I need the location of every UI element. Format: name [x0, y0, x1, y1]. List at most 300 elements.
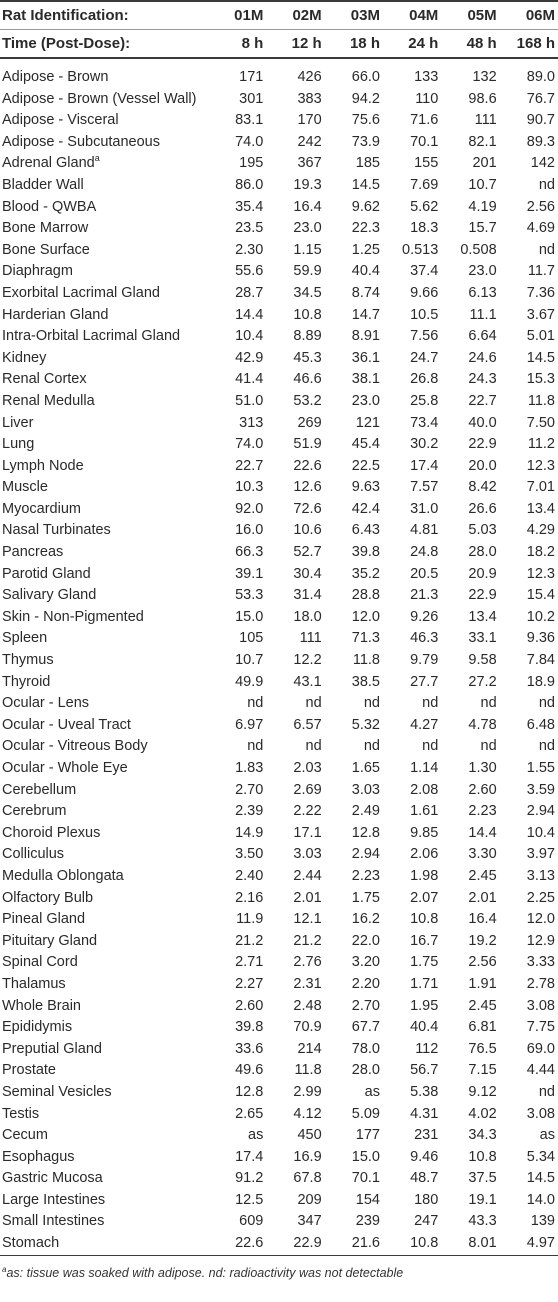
concentration-cell: 155 [414, 155, 439, 172]
concentration-cell: 72.6 [293, 500, 322, 517]
tissue-name: Adipose - Visceral [2, 112, 119, 129]
tissue-name-cell [0, 477, 208, 499]
tissue-name-cell [0, 888, 208, 910]
concentration-cell: 27.2 [468, 673, 497, 690]
column-header-rat-id: 02M [266, 1, 324, 30]
tissue-name: Diaphragm [2, 263, 73, 280]
concentration-cell: 3.20 [351, 954, 380, 971]
tissue-name: Lung [2, 436, 35, 453]
concentration-cell: 18.0 [293, 608, 322, 625]
tissue-name: Harderian Gland [2, 306, 109, 323]
tissue-name: Whole Brain [2, 997, 81, 1014]
concentration-cell: 21.3 [410, 587, 439, 604]
tissue-name: Choroid Plexus [2, 824, 101, 841]
tissue-name-cell [0, 801, 208, 823]
concentration-cell: 1.75 [410, 954, 439, 971]
concentration-cell: 2.56 [526, 198, 555, 215]
concentration-cell: 22.7 [468, 392, 497, 409]
concentration-cell: 52.7 [293, 544, 322, 561]
tissue-name: Cerebellum [2, 781, 77, 798]
concentration-cell: 33.1 [468, 630, 497, 647]
tissue-name-cell [0, 823, 208, 845]
tissue-name: Bone Surface [2, 241, 90, 258]
concentration-cell: 11.8 [294, 1062, 322, 1079]
tissue-name-cell [0, 153, 208, 175]
concentration-cell: 34.5 [293, 284, 322, 301]
concentration-cell: 76.7 [526, 90, 555, 107]
header-row-time [0, 30, 558, 59]
table-row [0, 520, 558, 542]
concentration-cell: 1.98 [410, 867, 439, 884]
concentration-cell: 45.4 [351, 436, 380, 453]
concentration-cell: 98.6 [468, 90, 497, 107]
concentration-cell: 20.9 [468, 565, 497, 582]
tissue-name-cell [0, 628, 208, 650]
concentration-cell: 171 [239, 69, 264, 85]
concentration-cell: 16.4 [468, 911, 497, 928]
concentration-cell: nd [305, 695, 322, 712]
concentration-cell: 110 [415, 90, 439, 107]
concentration-cell: 39.1 [235, 565, 264, 582]
concentration-cell: 92.0 [235, 500, 264, 517]
tissue-name-cell [0, 974, 208, 996]
concentration-cell: nd [538, 176, 555, 193]
tissue-name-cell [0, 780, 208, 802]
concentration-cell: 2.23 [468, 803, 497, 820]
concentration-cell: 12.2 [293, 652, 322, 669]
concentration-cell: 5.03 [468, 522, 497, 539]
tissue-name: Bladder Wall [2, 176, 84, 193]
concentration-cell: 35.4 [235, 198, 264, 215]
tissue-name-cell [0, 348, 208, 370]
concentration-cell: 78.0 [351, 1040, 380, 1057]
concentration-cell: 121 [355, 414, 380, 431]
concentration-cell: 22.0 [351, 932, 380, 949]
concentration-cell: 16.2 [351, 911, 380, 928]
table-row [0, 952, 558, 974]
tissue-name: Cerebrum [2, 803, 67, 820]
table-row [0, 780, 558, 802]
concentration-cell: 10.7 [468, 176, 497, 193]
tissue-name: Thalamus [2, 975, 66, 992]
column-header-time: 18 h [325, 30, 383, 59]
concentration-cell: 75.6 [351, 112, 380, 129]
concentration-cell: 170 [297, 112, 322, 129]
concentration-cell: 28.7 [235, 284, 264, 301]
concentration-cell: 12.9 [526, 932, 555, 949]
concentration-cell: 367 [297, 155, 322, 172]
concentration-cell: 10.8 [468, 1148, 497, 1165]
concentration-cell: 231 [414, 1127, 439, 1144]
concentration-cell: 40.0 [468, 414, 497, 431]
concentration-cell: 22.6 [293, 457, 322, 474]
concentration-cell: 3.03 [351, 781, 380, 798]
tissue-name-cell [0, 240, 208, 262]
tissue-name: Testis [2, 1105, 40, 1122]
concentration-cell: nd [538, 738, 555, 755]
concentration-cell: 11.9 [236, 911, 264, 928]
concentration-cell: 55.6 [235, 263, 264, 280]
concentration-cell: 67.7 [351, 1019, 380, 1036]
concentration-cell: 185 [355, 155, 380, 172]
table-row [0, 909, 558, 931]
concentration-cell: 105 [239, 630, 264, 647]
concentration-cell: 2.27 [235, 975, 264, 992]
concentration-cell: 24.6 [468, 349, 497, 366]
table-row [0, 1190, 558, 1212]
tissue-name-cell [0, 672, 208, 694]
tissue-name-cell [0, 866, 208, 888]
concentration-cell: 22.9 [468, 587, 497, 604]
column-header-time: 48 h [441, 30, 499, 59]
concentration-cell: 4.12 [293, 1105, 322, 1122]
concentration-cell: 23.0 [293, 220, 322, 237]
tissue-name: Renal Cortex [2, 371, 87, 388]
concentration-cell: 17.4 [410, 457, 439, 474]
concentration-cell: 12.8 [235, 1083, 264, 1100]
table-row [0, 564, 558, 586]
table-row [0, 413, 558, 435]
concentration-cell: 73.4 [410, 414, 439, 431]
tissue-name: Exorbital Lacrimal Gland [2, 284, 160, 301]
concentration-cell: 25.8 [410, 392, 439, 409]
tissue-name-cell [0, 1082, 208, 1104]
tissue-name-cell [0, 564, 208, 586]
concentration-cell: 2.94 [526, 803, 555, 820]
tissue-name: Large Intestines [2, 1191, 106, 1208]
concentration-cell: 6.48 [526, 716, 555, 733]
tissue-name-cell [0, 1211, 208, 1233]
table-row [0, 844, 558, 866]
tissue-name-cell [0, 413, 208, 435]
table-row [0, 132, 558, 154]
table-row [0, 110, 558, 132]
concentration-cell: 6.64 [468, 328, 497, 345]
concentration-cell: 112 [415, 1040, 439, 1057]
column-header-time: 12 h [266, 30, 324, 59]
tissue-name: Gastric Mucosa [2, 1170, 103, 1187]
concentration-cell: 6.97 [235, 716, 264, 733]
concentration-cell: 9.62 [351, 198, 380, 215]
concentration-cell: 67.8 [293, 1170, 322, 1187]
concentration-cell: 86.0 [235, 176, 264, 193]
concentration-cell: 2.25 [526, 889, 555, 906]
concentration-cell: 40.4 [410, 1019, 439, 1036]
concentration-cell: 3.30 [468, 846, 497, 863]
table-row [0, 628, 558, 650]
concentration-cell: 14.5 [351, 176, 380, 193]
table-row [0, 283, 558, 305]
table-row [0, 1125, 558, 1147]
tissue-name-cell [0, 326, 208, 348]
concentration-cell: nd [247, 738, 264, 755]
tissue-name: Renal Medulla [2, 392, 95, 409]
concentration-cell: 21.6 [325, 1233, 383, 1255]
concentration-cell: 26.6 [468, 500, 497, 517]
tissue-name: Olfactory Bulb [2, 889, 94, 906]
concentration-cell: 22.9 [266, 1233, 324, 1255]
concentration-cell: 16.4 [293, 198, 322, 215]
header-row-rat-id [0, 1, 558, 30]
tissue-name-cell [0, 369, 208, 391]
table-row [0, 801, 558, 823]
footnote-marker: a [94, 153, 100, 164]
concentration-cell: 9.46 [410, 1148, 439, 1165]
concentration-cell: 2.39 [235, 803, 264, 820]
table-row [0, 974, 558, 996]
concentration-cell: 24.3 [468, 371, 497, 388]
tissue-name-cell [0, 391, 208, 413]
concentration-cell: 2.71 [235, 954, 264, 971]
tissue-name: Preputial Gland [2, 1040, 102, 1057]
concentration-cell: 7.36 [526, 284, 555, 301]
concentration-cell: 70.1 [410, 133, 439, 150]
concentration-cell: 2.56 [468, 954, 497, 971]
concentration-cell: 28.8 [351, 587, 380, 604]
concentration-cell: 9.58 [468, 652, 497, 669]
table-header [0, 1, 558, 58]
concentration-cell: 3.97 [526, 846, 555, 863]
concentration-cell: 24.7 [410, 349, 439, 366]
tissue-name-cell [0, 132, 208, 154]
rat-identification-label: Rat Identification: [0, 1, 208, 30]
concentration-cell: 5.34 [526, 1148, 555, 1165]
concentration-cell: 1.15 [293, 241, 322, 258]
concentration-cell: 14.5 [526, 1170, 555, 1187]
concentration-cell: 36.1 [351, 349, 380, 366]
tissue-name-cell [0, 434, 208, 456]
tissue-name-cell [0, 499, 208, 521]
concentration-cell: 242 [297, 133, 322, 150]
concentration-cell: 1.71 [410, 975, 439, 992]
tissue-name-cell [0, 693, 208, 715]
concentration-cell: 2.76 [293, 954, 322, 971]
concentration-cell: 5.32 [351, 716, 380, 733]
concentration-cell: 2.70 [235, 781, 264, 798]
tissue-name-cell [0, 952, 208, 974]
tissue-name: Kidney [2, 349, 47, 366]
concentration-cell: 14.7 [351, 306, 380, 323]
tissue-name-cell [0, 607, 208, 629]
table-row [0, 477, 558, 499]
concentration-cell: 56.7 [410, 1062, 439, 1079]
concentration-cell: 139 [530, 1213, 555, 1230]
concentration-cell: 12.3 [526, 565, 555, 582]
concentration-cell: 45.3 [293, 349, 322, 366]
concentration-cell: 90.7 [526, 112, 555, 129]
time-post-dose-label: Time (Post-Dose): [0, 30, 208, 59]
concentration-cell: 111 [474, 112, 497, 129]
concentration-cell: 11.2 [527, 436, 555, 453]
concentration-cell: 1.25 [351, 241, 380, 258]
concentration-cell: 11.8 [352, 652, 380, 669]
tissue-name: Spinal Cord [2, 954, 78, 971]
concentration-cell: 14.4 [235, 306, 264, 323]
footnote-marker: a [2, 1264, 7, 1274]
concentration-cell: 39.8 [351, 544, 380, 561]
concentration-cell: 37.4 [410, 263, 439, 280]
concentration-cell: 69.0 [526, 1040, 555, 1057]
concentration-cell: 8.74 [351, 284, 380, 301]
tissue-name-cell [0, 909, 208, 931]
concentration-cell: 23.0 [351, 392, 380, 409]
concentration-cell: 28.0 [468, 544, 497, 561]
concentration-cell: 3.59 [526, 781, 555, 798]
table-row [0, 715, 558, 737]
concentration-cell: 10.4 [526, 824, 555, 841]
table-row [0, 1017, 558, 1039]
table-row [0, 434, 558, 456]
concentration-cell: 34.3 [468, 1127, 497, 1144]
tissue-name-cell [0, 305, 208, 327]
tissue-name-cell [0, 650, 208, 672]
tissue-name: Liver [2, 414, 34, 431]
concentration-cell: 7.69 [410, 176, 439, 193]
tissue-name: Cecum [2, 1127, 48, 1144]
tissue-name: Myocardium [2, 500, 81, 517]
concentration-cell: 10.4 [235, 328, 264, 345]
concentration-cell: 426 [297, 69, 322, 85]
concentration-cell: 14.5 [526, 349, 555, 366]
column-header-rat-id: 04M [383, 1, 441, 30]
concentration-cell: 11.7 [527, 263, 555, 280]
concentration-cell: 10.7 [235, 652, 264, 669]
concentration-cell: 21.2 [235, 932, 264, 949]
tissue-name-cell [0, 585, 208, 607]
table-row [0, 1039, 558, 1061]
concentration-cell: 2.65 [235, 1105, 264, 1122]
table-row [0, 326, 558, 348]
concentration-cell: 23.5 [235, 220, 264, 237]
concentration-cell: 3.08 [526, 997, 555, 1014]
concentration-cell: 9.12 [468, 1083, 497, 1100]
concentration-cell: 2.03 [293, 760, 322, 776]
concentration-cell: 83.1 [235, 112, 264, 129]
concentration-cell: 14.0 [526, 1191, 555, 1208]
column-header-rat-id: 01M [208, 1, 266, 30]
table-row [0, 1168, 558, 1190]
table-row [0, 499, 558, 521]
concentration-cell: 10.3 [235, 479, 264, 496]
concentration-cell: 132 [472, 69, 497, 85]
tissue-name: Pineal Gland [2, 911, 86, 928]
concentration-cell: 51.9 [293, 436, 322, 453]
concentration-cell: 33.6 [235, 1040, 264, 1057]
concentration-cell: 71.3 [351, 630, 380, 647]
concentration-cell: 12.6 [293, 479, 322, 496]
concentration-cell: 14.4 [468, 824, 497, 841]
concentration-cell: 30.4 [293, 565, 322, 582]
concentration-cell: 18.3 [410, 220, 439, 237]
concentration-cell: nd [363, 738, 380, 755]
concentration-cell: 2.48 [293, 997, 322, 1014]
concentration-cell: 2.16 [235, 889, 264, 906]
table-row [0, 175, 558, 197]
concentration-cell: 8.42 [468, 479, 497, 496]
column-header-rat-id: 05M [441, 1, 499, 30]
concentration-cell: 74.0 [235, 436, 264, 453]
tissue-name: Ocular - Vitreous Body [2, 738, 148, 755]
concentration-cell: 11.8 [527, 392, 555, 409]
concentration-cell: 450 [297, 1127, 322, 1144]
tissue-name: Parotid Gland [2, 565, 91, 582]
concentration-cell: 15.3 [526, 371, 555, 388]
tissue-name-cell [0, 931, 208, 953]
concentration-cell: 1.83 [235, 760, 264, 776]
concentration-cell: 51.0 [235, 392, 264, 409]
concentration-cell: 49.6 [235, 1062, 264, 1079]
concentration-cell: 7.84 [526, 652, 555, 669]
concentration-cell: 17.1 [293, 824, 322, 841]
tissue-name: Adipose - Subcutaneous [2, 133, 160, 150]
tissue-name: Bone Marrow [2, 220, 89, 237]
concentration-cell: nd [480, 738, 497, 755]
concentration-cell: 2.23 [351, 867, 380, 884]
concentration-cell: 16.9 [293, 1148, 322, 1165]
table-row [0, 197, 558, 219]
concentration-cell: 46.3 [410, 630, 439, 647]
concentration-cell: 15.4 [526, 587, 555, 604]
concentration-cell: 2.06 [410, 846, 439, 863]
concentration-cell: 2.69 [293, 781, 322, 798]
concentration-cell: 2.01 [293, 889, 322, 906]
concentration-cell: 269 [297, 414, 322, 431]
concentration-cell: 2.01 [468, 889, 497, 906]
concentration-cell: 2.60 [235, 997, 264, 1014]
concentration-cell: 9.63 [351, 479, 380, 496]
concentration-cell: 7.75 [526, 1019, 555, 1036]
concentration-cell: 19.2 [468, 932, 497, 949]
concentration-cell: 3.50 [235, 846, 264, 863]
concentration-cell: 4.31 [410, 1105, 439, 1122]
concentration-cell: 214 [297, 1040, 322, 1057]
concentration-cell: nd [480, 695, 497, 712]
tissue-name-cell [0, 520, 208, 542]
tissue-name-cell [0, 1104, 208, 1126]
concentration-cell: 42.9 [235, 349, 264, 366]
table-row [0, 456, 558, 478]
concentration-cell: 4.81 [410, 522, 439, 539]
concentration-cell: 8.89 [293, 328, 322, 345]
table-row [0, 67, 558, 89]
tissue-name-cell [0, 758, 208, 780]
header-spacer [0, 58, 558, 67]
concentration-cell: 13.4 [526, 500, 555, 517]
concentration-cell: 2.45 [468, 867, 497, 884]
concentration-cell: 3.03 [293, 846, 322, 863]
table-row [0, 1060, 558, 1082]
tissue-name: Skin - Non-Pigmented [2, 608, 144, 625]
concentration-cell: 383 [297, 90, 322, 107]
concentration-cell: 347 [297, 1213, 322, 1230]
concentration-cell: 10.8 [410, 911, 439, 928]
tissue-name-cell [0, 197, 208, 219]
tissue-name-cell [0, 456, 208, 478]
table-row [0, 996, 558, 1018]
concentration-cell: 82.1 [468, 133, 497, 150]
concentration-cell: 41.4 [235, 371, 264, 388]
table-row [0, 607, 558, 629]
tissue-name: Nasal Turbinates [2, 522, 111, 539]
concentration-cell: 70.1 [351, 1170, 380, 1187]
tissue-name-cell [0, 542, 208, 564]
concentration-cell: 20.0 [468, 457, 497, 474]
concentration-cell: 91.2 [235, 1170, 264, 1187]
table-footnote [0, 1256, 558, 1280]
concentration-cell: 21.2 [293, 932, 322, 949]
concentration-cell: as [364, 1083, 380, 1100]
concentration-cell: 1.55 [526, 760, 555, 776]
